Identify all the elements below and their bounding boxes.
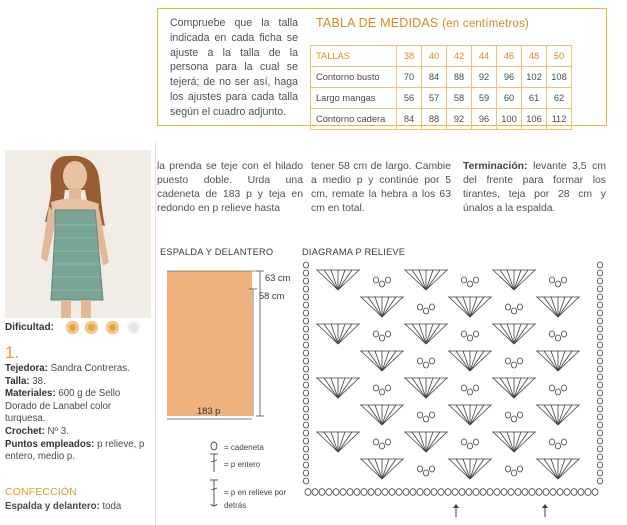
size-table-cell: 60 xyxy=(497,88,522,109)
edge-chain xyxy=(303,318,308,324)
chain-stitch xyxy=(340,489,346,496)
chain-stitch xyxy=(373,439,378,445)
espalda-start-text: toda xyxy=(102,501,122,512)
chain-stitch xyxy=(459,489,465,496)
chain-stitch xyxy=(385,277,390,283)
difficulty-label: Dificultad: xyxy=(5,322,54,333)
size-table xyxy=(310,45,572,130)
edge-chain xyxy=(597,302,602,308)
chain-stitch xyxy=(480,489,486,496)
chain-stitch xyxy=(423,416,428,422)
fan-cluster xyxy=(492,378,536,398)
legend-cadeneta: = cadeneta xyxy=(224,443,264,452)
chain-stitch xyxy=(561,277,566,283)
chain-stitch xyxy=(549,331,554,337)
chain-stitch xyxy=(389,489,395,496)
chain-stitch xyxy=(333,489,339,496)
edge-chain xyxy=(597,446,602,452)
edge-chain xyxy=(303,342,308,348)
size-table-cell: 56 xyxy=(397,88,422,109)
chain-stitch xyxy=(385,331,390,337)
size-table-cell: 58 xyxy=(447,88,472,109)
model-illustration xyxy=(5,150,151,318)
direction-arrow-head xyxy=(453,504,459,508)
size-table-row xyxy=(311,88,572,109)
size-table-row xyxy=(311,109,572,130)
chain-stitch xyxy=(379,281,384,287)
size-table-cell: 84 xyxy=(422,67,447,88)
chain-stitch xyxy=(543,489,549,496)
chain-stitch xyxy=(379,389,384,395)
edge-chain xyxy=(303,350,308,356)
edge-chain xyxy=(303,446,308,452)
pattern-number: 1. xyxy=(5,343,20,362)
chain-stitch xyxy=(564,489,570,496)
edge-chain xyxy=(303,310,308,316)
chain-stitch xyxy=(517,466,522,472)
edge-chain xyxy=(597,350,602,356)
chain-stitch xyxy=(557,489,563,496)
chain-stitch xyxy=(501,489,507,496)
chain-stitch xyxy=(494,489,500,496)
edge-chain xyxy=(597,366,602,372)
edge-chain xyxy=(303,406,308,412)
size-table-cell: 84 xyxy=(397,109,422,130)
edge-chain xyxy=(597,470,602,476)
chain-stitch xyxy=(578,489,584,496)
chain-stitch xyxy=(473,439,478,445)
cadeneta-symbol xyxy=(211,442,217,450)
chain-stitch xyxy=(517,412,522,418)
chain-stitch xyxy=(467,335,472,341)
edge-chain xyxy=(303,366,308,372)
chain-stitch xyxy=(373,277,378,283)
difficulty-dot xyxy=(127,321,140,334)
size-table-title-units: (en centímetros) xyxy=(442,18,530,30)
instructions-col-2: la prenda se teje con el hilado puesto doble. Urda una cadeneta de 183 p y teja en redondo en p relieve hasta xyxy=(157,161,303,214)
size-table-cell: Contorno busto xyxy=(311,67,397,88)
size-table-cell: 108 xyxy=(547,67,572,88)
edge-chain xyxy=(597,390,602,396)
size-table-cell: 92 xyxy=(472,67,497,88)
fan-cluster xyxy=(536,297,580,317)
size-table-cell: 112 xyxy=(547,109,572,130)
dimension-183p: 183 p xyxy=(197,406,221,416)
edge-chain xyxy=(597,374,602,380)
edge-chain xyxy=(597,294,602,300)
edge-chain xyxy=(303,398,308,404)
size-table-cell: 70 xyxy=(397,67,422,88)
chain-stitch xyxy=(347,489,353,496)
edge-chain xyxy=(597,318,602,324)
chain-stitch xyxy=(549,385,554,391)
edge-chain xyxy=(303,414,308,420)
chain-stitch xyxy=(382,489,388,496)
edge-chain xyxy=(303,294,308,300)
chain-stitch xyxy=(467,443,472,449)
chain-stitch xyxy=(555,389,560,395)
edge-chain xyxy=(303,470,308,476)
chain-stitch xyxy=(473,385,478,391)
fan-cluster xyxy=(448,459,492,479)
chain-stitch xyxy=(505,466,510,472)
difficulty-dot xyxy=(66,321,79,334)
chain-stitch xyxy=(511,308,516,314)
chain-stitch xyxy=(467,389,472,395)
chain-stitch xyxy=(438,489,444,496)
edge-chain xyxy=(597,342,602,348)
dimension-63cm: 63 cm xyxy=(265,273,291,283)
chain-stitch xyxy=(466,489,472,496)
legend-p-entero: = p entero xyxy=(224,460,261,469)
chain-stitch xyxy=(549,439,554,445)
difficulty-dot xyxy=(106,321,119,334)
diagram-title: DIAGRAMA P RELIEVE xyxy=(302,247,406,257)
chain-stitch xyxy=(511,416,516,422)
fan-cluster xyxy=(448,405,492,425)
edge-chain xyxy=(303,278,308,284)
size-table-header-cell: 44 xyxy=(472,46,497,67)
edge-chain xyxy=(597,430,602,436)
chain-stitch xyxy=(550,489,556,496)
pattern-info xyxy=(5,363,153,464)
chain-stitch xyxy=(452,489,458,496)
size-table-cell: 59 xyxy=(472,88,497,109)
legend-symbols xyxy=(207,440,221,512)
chain-stitch xyxy=(555,335,560,341)
chain-stitch xyxy=(467,281,472,287)
chain-stitch xyxy=(536,489,542,496)
chain-stitch xyxy=(461,277,466,283)
chain-stitch xyxy=(417,304,422,310)
size-table-cell: 106 xyxy=(522,109,547,130)
edge-chain xyxy=(597,262,602,268)
chain-stitch xyxy=(429,358,434,364)
size-table-header-cell: 40 xyxy=(422,46,447,67)
fan-cluster xyxy=(360,405,404,425)
espalda-intro xyxy=(5,501,121,512)
size-table-cell: 88 xyxy=(422,109,447,130)
edge-chain xyxy=(303,454,308,460)
crochet-label: Crochet: xyxy=(5,425,45,437)
schematic-lines xyxy=(160,262,290,437)
direction-arrow-head xyxy=(542,504,548,508)
size-table-cell: Contorno cadera xyxy=(311,109,397,130)
chain-stitch xyxy=(561,331,566,337)
crochet-diagram xyxy=(300,255,610,520)
chain-stitch xyxy=(429,466,434,472)
chain-stitch xyxy=(473,489,479,496)
size-table-cell: Largo mangas xyxy=(311,88,397,109)
edge-chain xyxy=(303,438,308,444)
size-table-row xyxy=(311,67,572,88)
chain-stitch xyxy=(473,331,478,337)
confeccion-heading: CONFECCIÓN xyxy=(5,487,77,498)
fan-cluster xyxy=(492,324,536,344)
edge-chain xyxy=(597,310,602,316)
chain-stitch xyxy=(461,439,466,445)
chain-stitch xyxy=(423,470,428,476)
edge-chain xyxy=(303,382,308,388)
size-table-title xyxy=(316,16,529,30)
chain-stitch xyxy=(379,443,384,449)
chain-stitch xyxy=(417,358,422,364)
size-table-cell: 96 xyxy=(472,109,497,130)
edge-chain xyxy=(303,430,308,436)
edge-chain xyxy=(597,382,602,388)
fan-cluster xyxy=(404,270,448,290)
espalda-label: Espalda y delantero: xyxy=(5,501,100,512)
edge-chain xyxy=(597,334,602,340)
edge-chain xyxy=(303,374,308,380)
size-table-header-cell: 38 xyxy=(397,46,422,67)
chain-stitch xyxy=(373,331,378,337)
size-table-cell: 88 xyxy=(447,67,472,88)
fan-cluster xyxy=(404,432,448,452)
edge-chain xyxy=(303,478,308,484)
edge-chain xyxy=(303,390,308,396)
chain-stitch xyxy=(515,489,521,496)
edge-chain xyxy=(303,422,308,428)
chain-stitch xyxy=(424,489,430,496)
edge-chain xyxy=(303,334,308,340)
chain-stitch xyxy=(417,412,422,418)
chain-stitch xyxy=(354,489,360,496)
chain-stitch xyxy=(423,308,428,314)
chain-stitch xyxy=(312,489,318,496)
chain-stitch xyxy=(529,489,535,496)
chain-stitch xyxy=(431,489,437,496)
fan-cluster xyxy=(404,324,448,344)
chain-stitch xyxy=(561,385,566,391)
fan-cluster xyxy=(536,459,580,479)
fan-cluster xyxy=(492,270,536,290)
chain-stitch xyxy=(375,489,381,496)
size-table-cell: 92 xyxy=(447,109,472,130)
chain-stitch xyxy=(319,489,325,496)
chain-stitch xyxy=(461,385,466,391)
chain-stitch xyxy=(429,412,434,418)
chain-stitch xyxy=(555,281,560,287)
difficulty-dot xyxy=(85,321,98,334)
edge-chain xyxy=(303,326,308,332)
size-table-cell: 57 xyxy=(422,88,447,109)
edge-chain xyxy=(597,454,602,460)
puntos-label: Puntos empleados: xyxy=(5,438,95,450)
fan-cluster xyxy=(492,432,536,452)
chain-stitch xyxy=(511,362,516,368)
edge-chain xyxy=(597,462,602,468)
size-table-header-cell: 42 xyxy=(447,46,472,67)
chain-stitch xyxy=(555,443,560,449)
chain-stitch xyxy=(517,358,522,364)
chain-stitch xyxy=(385,439,390,445)
fan-cluster xyxy=(404,378,448,398)
tejedora-value: Sandra Contreras. xyxy=(50,363,130,374)
size-table-cell: 61 xyxy=(522,88,547,109)
talla-label: Talla: xyxy=(5,375,30,387)
column-divider xyxy=(155,142,156,525)
edge-chain xyxy=(303,462,308,468)
fan-cluster xyxy=(448,297,492,317)
chain-stitch xyxy=(305,489,311,496)
edge-chain xyxy=(597,270,602,276)
size-table-header-cell: TALLAS xyxy=(311,46,397,67)
chain-stitch xyxy=(511,470,516,476)
fan-cluster xyxy=(360,297,404,317)
edge-chain xyxy=(597,438,602,444)
talla-value: 38. xyxy=(32,375,46,387)
chain-stitch xyxy=(505,412,510,418)
chain-stitch xyxy=(368,489,374,496)
dimension-58cm: 58 cm xyxy=(259,291,285,301)
chain-stitch xyxy=(461,331,466,337)
terminacion-block xyxy=(463,160,606,216)
size-table-cell: 102 xyxy=(522,67,547,88)
chain-stitch xyxy=(585,489,591,496)
chain-stitch xyxy=(417,489,423,496)
size-table-header-row xyxy=(311,46,572,67)
chain-stitch xyxy=(487,489,493,496)
chain-stitch xyxy=(373,385,378,391)
chain-stitch xyxy=(508,489,514,496)
fan-cluster xyxy=(536,405,580,425)
chain-stitch xyxy=(417,466,422,472)
edge-chain xyxy=(597,478,602,484)
chain-stitch xyxy=(429,304,434,310)
model-photo xyxy=(5,150,151,318)
crochet-value: Nº 3. xyxy=(47,425,69,437)
fan-cluster xyxy=(536,351,580,371)
edge-chain xyxy=(597,286,602,292)
puntos-value: p relieve, p entero, medio p. xyxy=(5,438,145,463)
edge-chain xyxy=(597,422,602,428)
size-table-header-cell: 50 xyxy=(547,46,572,67)
chain-stitch xyxy=(423,362,428,368)
materiales-label: Materiales: xyxy=(5,388,56,400)
fan-cluster xyxy=(360,459,404,479)
edge-chain xyxy=(303,302,308,308)
chain-stitch xyxy=(561,439,566,445)
size-table-header-cell: 46 xyxy=(497,46,522,67)
chain-stitch xyxy=(505,304,510,310)
chain-stitch xyxy=(326,489,332,496)
fan-cluster xyxy=(448,351,492,371)
chain-stitch xyxy=(592,489,598,496)
schematic-title: ESPALDA Y DELANTERO xyxy=(160,247,274,257)
chain-stitch xyxy=(385,385,390,391)
edge-chain xyxy=(303,286,308,292)
instructions-col-3: tener 58 cm de largo. Cambie a medio p y continúe por 5 cm, remate la hebra a los 63 cm en total. xyxy=(311,161,451,214)
chain-stitch xyxy=(517,304,522,310)
legend-p-relieve: = p en relieve por detrás xyxy=(224,488,287,510)
size-table-header-cell: 48 xyxy=(522,46,547,67)
chain-stitch xyxy=(410,489,416,496)
edge-chain xyxy=(303,358,308,364)
chain-stitch xyxy=(522,489,528,496)
edge-chain xyxy=(597,278,602,284)
edge-chain xyxy=(597,358,602,364)
fan-cluster xyxy=(316,324,360,344)
chain-stitch xyxy=(549,277,554,283)
edge-chain xyxy=(597,398,602,404)
fan-cluster xyxy=(360,351,404,371)
tejedora-label: Tejedora: xyxy=(5,363,48,374)
edge-chain xyxy=(597,406,602,412)
chain-stitch xyxy=(571,489,577,496)
fan-cluster xyxy=(316,432,360,452)
size-table-cell: 96 xyxy=(497,67,522,88)
size-table-cell: 100 xyxy=(497,109,522,130)
edge-chain xyxy=(303,262,308,268)
fan-cluster xyxy=(316,378,360,398)
size-table-cell: 62 xyxy=(547,88,572,109)
chain-stitch xyxy=(379,335,384,341)
intro-text: Compruebe que la talla indicada en cada ficha se ajuste a la talla de la persona para la cual se tejerá; de no ser así, haga los ajustes para cada talla según el cuadro adjunto. xyxy=(170,17,298,118)
chain-stitch xyxy=(445,489,451,496)
edge-chain xyxy=(597,414,602,420)
edge-chain xyxy=(303,270,308,276)
chain-stitch xyxy=(403,489,409,496)
chain-stitch xyxy=(396,489,402,496)
fan-cluster xyxy=(316,270,360,290)
chain-stitch xyxy=(361,489,367,496)
terminacion-label: Terminación: xyxy=(463,161,528,172)
size-table-title-main: TABLA DE MEDIDAS xyxy=(316,16,439,30)
chain-stitch xyxy=(505,358,510,364)
edge-chain xyxy=(597,326,602,332)
terminacion-text: levante 3,5 cm del frente para formar los tirantes, teja por 28 cm y únalos a la espalda. xyxy=(463,161,607,214)
materiales-value: 600 g de Sello Dorado de Lanabel color turquesa. xyxy=(5,388,121,425)
chain-stitch xyxy=(473,277,478,283)
